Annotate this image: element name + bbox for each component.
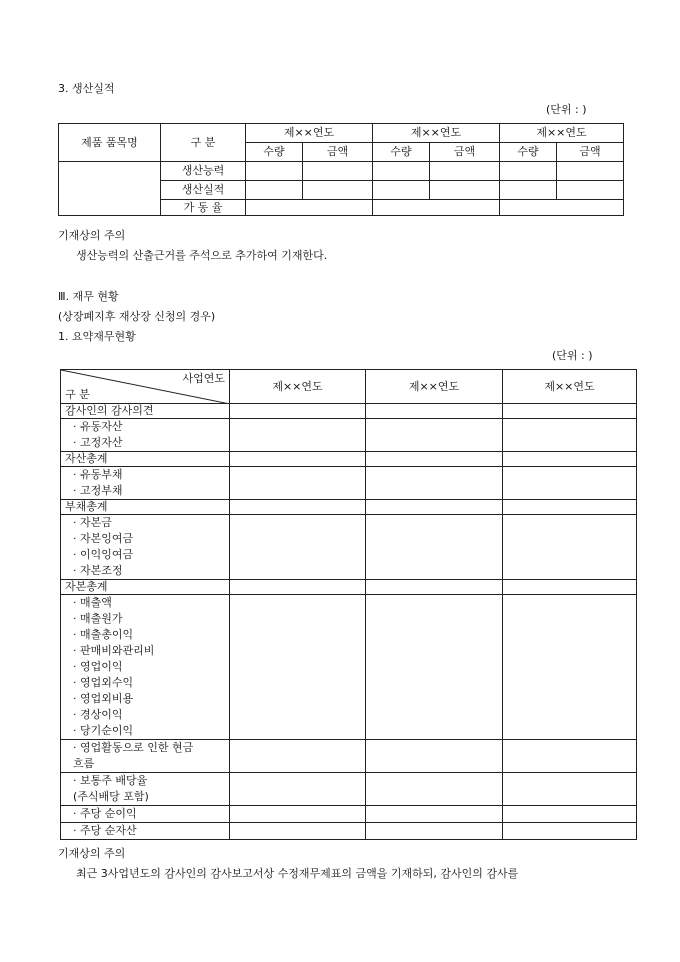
value-cell — [230, 452, 366, 467]
table-row — [61, 773, 637, 806]
unit-label-production: (단위 : ) — [546, 103, 587, 116]
value-cell — [366, 773, 503, 806]
table-row — [61, 740, 637, 773]
table-row — [61, 595, 637, 740]
table-row — [61, 500, 637, 515]
row-label-cell — [61, 467, 230, 500]
row-label: · 보통주 배당율 — [73, 774, 148, 787]
value-cell — [366, 467, 503, 500]
value-cell — [503, 773, 637, 806]
row-label: · 매출액 — [73, 596, 112, 609]
row-label: · 유동자산 — [73, 420, 123, 433]
value-cell — [366, 580, 503, 595]
row-label: · 매출총이익 — [73, 628, 134, 641]
table-row — [61, 452, 637, 467]
diagonal-header-cell — [61, 370, 230, 404]
value-cell — [366, 404, 503, 419]
value-cell — [230, 740, 366, 773]
section-heading-production: 3. 생산실적 — [58, 82, 115, 95]
financial-summary-table — [60, 369, 637, 840]
table-row — [61, 404, 637, 419]
row-label: · 경상이익 — [73, 708, 123, 721]
row-label: · 주당 순자산 — [73, 824, 137, 837]
value-cell — [503, 580, 637, 595]
diag-header-category: 구 분 — [65, 388, 90, 401]
row-label: · 영업외수익 — [73, 676, 134, 689]
value-cell — [230, 773, 366, 806]
value-cell — [503, 515, 637, 580]
section-heading-finance: Ⅲ. 재무 현황 — [58, 290, 119, 303]
row-label-cell — [61, 580, 230, 595]
year-header: 제××연도 — [500, 124, 624, 143]
unit-label-finance: (단위 : ) — [552, 349, 593, 362]
year-header: 제××연도 — [503, 370, 637, 404]
table-row — [61, 806, 637, 823]
row-label: · 자본조정 — [73, 564, 123, 577]
table-row — [61, 580, 637, 595]
qty-header: 수량 — [373, 143, 430, 162]
value-cell — [503, 823, 637, 840]
amt-header: 금액 — [557, 143, 624, 162]
value-cell — [230, 823, 366, 840]
value-cell — [366, 515, 503, 580]
note-text-finance: 최근 3사업년도의 감사인의 감사보고서상 수정재무제표의 금액을 기재하되, 감사인의 감사를 — [76, 867, 519, 880]
note-text: 생산능력의 산출근거를 주석으로 추가하여 기재한다. — [76, 249, 328, 262]
row-label-cell — [61, 595, 230, 740]
table-row — [61, 515, 637, 580]
value-cell — [230, 806, 366, 823]
diag-header-year: 사업연도 — [182, 372, 225, 385]
row-utilization-label: 가 동 율 — [161, 200, 246, 216]
row-label: · 고정부채 — [73, 484, 123, 497]
value-cell — [366, 500, 503, 515]
value-cell — [230, 515, 366, 580]
value-cell — [503, 595, 637, 740]
table-row — [61, 467, 637, 500]
row-label: · 고정자산 — [73, 436, 123, 449]
value-cell — [230, 404, 366, 419]
row-label-cell — [61, 823, 230, 840]
row-label: · 자본잉여금 — [73, 532, 134, 545]
row-label-cell — [61, 773, 230, 806]
value-cell — [230, 419, 366, 452]
row-label: · 영업활동으로 인한 현금 — [73, 741, 194, 754]
row-label: · 주당 순이익 — [73, 807, 137, 820]
note-title: 기재상의 주의 — [58, 229, 126, 242]
value-cell — [230, 500, 366, 515]
value-cell — [366, 806, 503, 823]
row-label: · 영업이익 — [73, 660, 123, 673]
production-table — [58, 123, 624, 216]
row-label: · 자본금 — [73, 516, 112, 529]
row-label: 감사인의 감사의견 — [65, 404, 154, 417]
value-cell — [503, 419, 637, 452]
row-label: · 매출원가 — [73, 612, 123, 625]
value-cell — [366, 452, 503, 467]
value-cell — [366, 419, 503, 452]
row-label-cell — [61, 806, 230, 823]
row-label-cell — [61, 515, 230, 580]
row-label: 자산총계 — [65, 452, 108, 465]
row-label: 흐름 — [73, 757, 95, 770]
year-header: 제××연도 — [366, 370, 503, 404]
value-cell — [366, 740, 503, 773]
value-cell — [503, 806, 637, 823]
table-row — [61, 823, 637, 840]
year-header: 제××연도 — [230, 370, 366, 404]
qty-header: 수량 — [500, 143, 557, 162]
row-label: · 유동부채 — [73, 468, 123, 481]
year-header: 제××연도 — [246, 124, 373, 143]
value-cell — [503, 452, 637, 467]
row-label: · 이익잉여금 — [73, 548, 134, 561]
value-cell — [503, 404, 637, 419]
amt-header: 금액 — [430, 143, 500, 162]
row-label: · 판매비와관리비 — [73, 644, 155, 657]
table-row — [61, 419, 637, 452]
value-cell — [503, 500, 637, 515]
year-header: 제××연도 — [373, 124, 500, 143]
row-label-cell — [61, 404, 230, 419]
row-capacity-label: 생산능력 — [161, 162, 246, 181]
amt-header: 금액 — [303, 143, 373, 162]
row-label: · 당기순이익 — [73, 724, 134, 737]
row-label: 부채총계 — [65, 500, 108, 513]
col-category-header: 구 분 — [161, 124, 246, 162]
item-heading-summary: 1. 요약재무현황 — [58, 330, 136, 343]
value-cell — [366, 595, 503, 740]
value-cell — [230, 580, 366, 595]
product-name-cell — [59, 162, 161, 216]
col-product-header: 제품 품목명 — [59, 124, 161, 162]
value-cell — [230, 467, 366, 500]
value-cell — [503, 740, 637, 773]
row-label: (주식배당 포함) — [73, 790, 149, 803]
row-label: · 영업외비용 — [73, 692, 134, 705]
row-label-cell — [61, 419, 230, 452]
value-cell — [503, 467, 637, 500]
row-label-cell — [61, 740, 230, 773]
row-label-cell — [61, 452, 230, 467]
value-cell — [230, 595, 366, 740]
value-cell — [366, 823, 503, 840]
note-title-finance: 기재상의 주의 — [58, 847, 126, 860]
row-actual-label: 생산실적 — [161, 181, 246, 200]
qty-header: 수량 — [246, 143, 303, 162]
row-label-cell — [61, 500, 230, 515]
row-label: 자본총계 — [65, 580, 108, 593]
section-subheading: (상장폐지후 재상장 신청의 경우) — [58, 310, 216, 323]
